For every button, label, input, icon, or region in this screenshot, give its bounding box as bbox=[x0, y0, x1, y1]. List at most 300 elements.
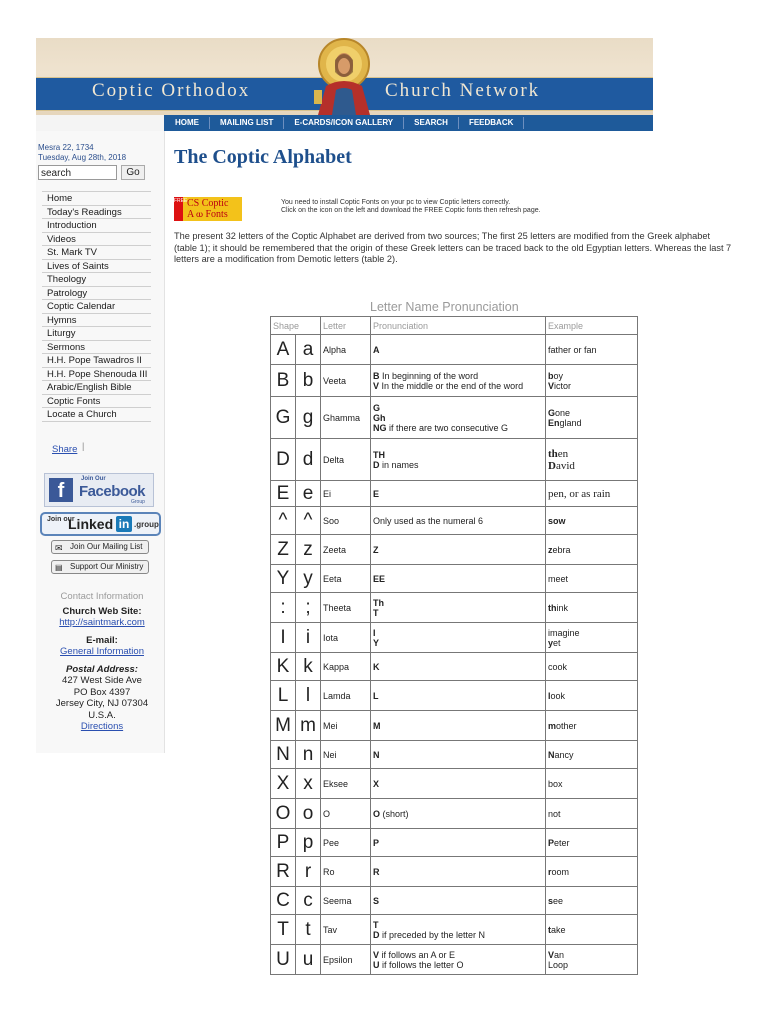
letter-lowercase: p bbox=[296, 829, 321, 857]
header-pronunciation: Pronunciation bbox=[371, 317, 546, 335]
table-row bbox=[271, 481, 638, 507]
menu-item-coptic-fonts[interactable]: Coptic Fonts bbox=[42, 394, 151, 408]
example-line bbox=[548, 960, 635, 970]
letter-pronunciation bbox=[371, 593, 546, 623]
letter-lowercase: m bbox=[296, 711, 321, 741]
web-site-label: Church Web Site: bbox=[62, 605, 142, 617]
letter-lowercase: l bbox=[296, 681, 321, 711]
web-site-link[interactable]: http://saintmark.com bbox=[59, 617, 145, 628]
pronunciation-key: K bbox=[373, 661, 380, 672]
letter-example bbox=[546, 915, 638, 945]
example-line bbox=[548, 662, 635, 672]
pronunciation-text: In the middle or the end of the word bbox=[379, 380, 524, 391]
letter-pronunciation bbox=[371, 769, 546, 799]
letter-uppercase: P bbox=[271, 829, 296, 857]
letter-example bbox=[546, 365, 638, 397]
pronunciation-key: L bbox=[373, 690, 379, 701]
letter-lowercase: u bbox=[296, 945, 321, 975]
example-line bbox=[548, 628, 635, 638]
letter-example bbox=[546, 741, 638, 769]
pronunciation-key: N bbox=[373, 749, 380, 760]
table-row bbox=[271, 857, 638, 887]
example-text: ook bbox=[550, 690, 566, 701]
example-text: one bbox=[555, 407, 571, 418]
pronunciation-text: if follows an A or E bbox=[379, 949, 456, 960]
letter-uppercase: I bbox=[271, 623, 296, 653]
pronunciation-line bbox=[373, 950, 543, 960]
pronunciation-line bbox=[373, 960, 543, 970]
pronunciation-text: Only used as the numeral 6 bbox=[373, 515, 484, 526]
example-key: l bbox=[548, 690, 551, 701]
menu-item-pope-shenouda[interactable]: H.H. Pope Shenouda III bbox=[42, 367, 151, 381]
table-caption: Letter Name Pronunciation bbox=[370, 300, 519, 314]
menu-item-theology[interactable]: Theology bbox=[42, 272, 151, 286]
letter-pronunciation bbox=[371, 481, 546, 507]
example-line bbox=[548, 418, 635, 428]
example-key: z bbox=[548, 544, 553, 555]
address-line-1: 427 West Side Ave bbox=[62, 675, 142, 686]
letter-pronunciation bbox=[371, 397, 546, 439]
letter-pronunciation bbox=[371, 681, 546, 711]
letter-name: Iota bbox=[321, 623, 371, 653]
menu-item-hymns[interactable]: Hymns bbox=[42, 313, 151, 327]
example-text: ebra bbox=[552, 544, 571, 555]
letter-name: Kappa bbox=[321, 653, 371, 681]
example-line bbox=[548, 371, 635, 381]
example-line bbox=[548, 488, 635, 500]
address-line-4: U.S.A. bbox=[88, 709, 116, 721]
pronunciation-line bbox=[373, 867, 543, 877]
letter-example bbox=[546, 507, 638, 535]
letter-pronunciation bbox=[371, 365, 546, 397]
table-row bbox=[271, 681, 638, 711]
pronunciation-line bbox=[373, 638, 543, 648]
email-label: E-mail: bbox=[86, 634, 118, 646]
note-line-1: You need to install Coptic Fonts on your pc to view Coptic letters correctly. bbox=[281, 199, 511, 206]
letter-uppercase: : bbox=[271, 593, 296, 623]
letter-uppercase: M bbox=[271, 711, 296, 741]
letter-example bbox=[546, 799, 638, 829]
header-shape: Shape bbox=[271, 317, 321, 335]
letter-pronunciation bbox=[371, 887, 546, 915]
letter-example bbox=[546, 681, 638, 711]
note-line-2: Click on the icon on the left and download the FREE Coptic fonts then refresh page. bbox=[281, 207, 541, 214]
menu-item-pope-tawadros[interactable]: H.H. Pope Tawadros II bbox=[42, 353, 151, 367]
search-input[interactable]: search bbox=[38, 165, 117, 180]
linkedin-in-icon: in bbox=[116, 516, 132, 532]
table-row bbox=[271, 439, 638, 481]
table-row bbox=[271, 799, 638, 829]
example-line bbox=[548, 750, 635, 760]
pronunciation-key: EE bbox=[373, 573, 386, 584]
table-header-row bbox=[271, 317, 638, 335]
letter-example bbox=[546, 887, 638, 915]
menu-item-liturgy[interactable]: Liturgy bbox=[42, 326, 151, 340]
pronunciation-key: A bbox=[373, 344, 380, 355]
pronunciation-line bbox=[373, 403, 543, 413]
letter-name: Seema bbox=[321, 887, 371, 915]
page-title: The Coptic Alphabet bbox=[174, 146, 352, 168]
letter-name: Zeeta bbox=[321, 535, 371, 565]
example-text: ancy bbox=[554, 749, 574, 760]
example-line bbox=[548, 896, 635, 906]
pronunciation-line bbox=[373, 450, 543, 460]
example-text: en bbox=[557, 447, 569, 460]
menu-item-patrology[interactable]: Patrology bbox=[42, 286, 151, 300]
example-line bbox=[548, 460, 635, 472]
pronunciation-line bbox=[373, 371, 543, 381]
example-line bbox=[548, 838, 635, 848]
letter-lowercase: y bbox=[296, 565, 321, 593]
nav-search[interactable]: SEARCH bbox=[404, 117, 459, 129]
letter-lowercase: z bbox=[296, 535, 321, 565]
letter-name: Theeta bbox=[321, 593, 371, 623]
letter-name: Ro bbox=[321, 857, 371, 887]
example-text: not bbox=[548, 808, 561, 819]
pronunciation-line bbox=[373, 413, 543, 423]
alphabet-table-body bbox=[271, 335, 638, 975]
mailing-list-button[interactable] bbox=[51, 540, 149, 554]
letter-uppercase: O bbox=[271, 799, 296, 829]
alphabet-table bbox=[270, 316, 638, 975]
pronunciation-key: Th bbox=[373, 597, 384, 608]
letter-name: Tav bbox=[321, 915, 371, 945]
example-line bbox=[548, 574, 635, 584]
letter-pronunciation bbox=[371, 507, 546, 535]
pronunciation-line bbox=[373, 779, 543, 789]
menu-item-coptic-calendar[interactable]: Coptic Calendar bbox=[42, 299, 151, 313]
address-line-3: Jersey City, NJ 07304 bbox=[55, 698, 149, 709]
example-line bbox=[548, 603, 635, 613]
letter-example bbox=[546, 857, 638, 887]
example-key: r bbox=[548, 866, 552, 877]
directions-link[interactable]: Directions bbox=[80, 721, 124, 732]
example-key: V bbox=[548, 380, 555, 391]
letter-pronunciation bbox=[371, 945, 546, 975]
pronunciation-line bbox=[373, 516, 543, 526]
pronunciation-key: I bbox=[373, 627, 376, 638]
example-text: gland bbox=[559, 417, 582, 428]
table-row bbox=[271, 593, 638, 623]
letter-pronunciation bbox=[371, 439, 546, 481]
letter-uppercase: R bbox=[271, 857, 296, 887]
table-row bbox=[271, 887, 638, 915]
example-line bbox=[548, 721, 635, 731]
letter-lowercase: x bbox=[296, 769, 321, 799]
pronunciation-text: if follows the letter O bbox=[379, 959, 464, 970]
letter-lowercase: g bbox=[296, 397, 321, 439]
banner-title-right: Church Network bbox=[385, 80, 541, 101]
letter-uppercase: X bbox=[271, 769, 296, 799]
table-row bbox=[271, 945, 638, 975]
example-text: an bbox=[554, 949, 565, 960]
document-icon: ▤ bbox=[55, 563, 63, 572]
letter-example bbox=[546, 565, 638, 593]
example-text: eter bbox=[554, 837, 570, 848]
letter-example bbox=[546, 623, 638, 653]
pronunciation-line bbox=[373, 574, 543, 584]
letter-name: O bbox=[321, 799, 371, 829]
pronunciation-line bbox=[373, 489, 543, 499]
letter-lowercase: k bbox=[296, 653, 321, 681]
pronunciation-key: D bbox=[373, 459, 380, 470]
letter-lowercase: e bbox=[296, 481, 321, 507]
top-nav bbox=[164, 115, 653, 131]
letter-lowercase: b bbox=[296, 365, 321, 397]
letter-uppercase: C bbox=[271, 887, 296, 915]
sidebar-menu bbox=[42, 191, 151, 422]
example-key: N bbox=[548, 749, 555, 760]
example-key: sow bbox=[548, 515, 566, 526]
share-link[interactable]: Share bbox=[52, 444, 78, 455]
example-line bbox=[548, 950, 635, 960]
letter-name: Epsilon bbox=[321, 945, 371, 975]
example-line bbox=[548, 381, 635, 391]
example-key: y bbox=[548, 637, 554, 648]
letter-lowercase: ^ bbox=[296, 507, 321, 535]
letter-name: Ghamma bbox=[321, 397, 371, 439]
example-key: V bbox=[548, 949, 555, 960]
letter-name: Mei bbox=[321, 711, 371, 741]
letter-lowercase: c bbox=[296, 887, 321, 915]
pronunciation-key: V bbox=[373, 949, 380, 960]
table-row bbox=[271, 711, 638, 741]
table-row bbox=[271, 653, 638, 681]
example-line bbox=[548, 638, 635, 648]
example-text: other bbox=[556, 720, 577, 731]
linkedin-group-button[interactable] bbox=[40, 512, 161, 536]
example-line bbox=[548, 516, 635, 526]
pronunciation-line bbox=[373, 608, 543, 618]
pronunciation-key: T bbox=[373, 919, 379, 930]
example-text: et bbox=[553, 637, 561, 648]
table-row bbox=[271, 829, 638, 857]
letter-example bbox=[546, 335, 638, 365]
example-key: s bbox=[548, 895, 554, 906]
pronunciation-key: V bbox=[373, 380, 380, 391]
letter-uppercase: L bbox=[271, 681, 296, 711]
letter-example bbox=[546, 653, 638, 681]
letter-uppercase: T bbox=[271, 915, 296, 945]
letter-lowercase: d bbox=[296, 439, 321, 481]
letter-example bbox=[546, 481, 638, 507]
pronunciation-key: Z bbox=[373, 544, 379, 555]
example-line bbox=[548, 691, 635, 701]
example-text: cook bbox=[548, 661, 568, 672]
pronunciation-line bbox=[373, 896, 543, 906]
date-block bbox=[38, 143, 126, 163]
letter-name: Alpha bbox=[321, 335, 371, 365]
menu-item-arabic-english-bible[interactable]: Arabic/English Bible bbox=[42, 380, 151, 394]
letter-name: Eksee bbox=[321, 769, 371, 799]
letter-uppercase: Y bbox=[271, 565, 296, 593]
letter-example bbox=[546, 829, 638, 857]
pronunciation-key: X bbox=[373, 778, 380, 789]
letter-lowercase: ; bbox=[296, 593, 321, 623]
pronunciation-text: in names bbox=[379, 459, 419, 470]
letter-pronunciation bbox=[371, 653, 546, 681]
pronunciation-key: D bbox=[373, 929, 380, 940]
pronunciation-line bbox=[373, 460, 543, 470]
example-key: b bbox=[548, 370, 554, 381]
letter-pronunciation bbox=[371, 535, 546, 565]
pronunciation-text: if preceded by the letter N bbox=[379, 929, 486, 940]
letter-lowercase: a bbox=[296, 335, 321, 365]
example-text: ee bbox=[553, 895, 564, 906]
pronunciation-key: Y bbox=[373, 637, 380, 648]
email-link[interactable]: General Information bbox=[60, 646, 144, 657]
example-text: imagine bbox=[548, 627, 580, 638]
menu-item-home[interactable]: Home bbox=[42, 191, 151, 205]
pronunciation-key: R bbox=[373, 866, 380, 877]
menu-item-lives-of-saints[interactable]: Lives of Saints bbox=[42, 259, 151, 273]
postal-label: Postal Address: bbox=[66, 663, 138, 675]
example-text: avid bbox=[555, 459, 575, 472]
menu-item-locate-church[interactable]: Locate a Church bbox=[42, 407, 151, 422]
pronunciation-line bbox=[373, 838, 543, 848]
nav-feedback[interactable]: FEEDBACK bbox=[459, 117, 524, 129]
nav-home[interactable]: HOME bbox=[164, 117, 210, 129]
letter-uppercase: U bbox=[271, 945, 296, 975]
share-separator: | bbox=[82, 441, 85, 451]
letter-example bbox=[546, 535, 638, 565]
pronunciation-key: M bbox=[373, 720, 381, 731]
letter-example bbox=[546, 593, 638, 623]
pronunciation-line bbox=[373, 809, 543, 819]
coptic-fonts-download-icon[interactable] bbox=[174, 197, 242, 221]
letter-name: Soo bbox=[321, 507, 371, 535]
letter-name: Eeta bbox=[321, 565, 371, 593]
example-text: father or fan bbox=[548, 344, 597, 355]
pronunciation-line bbox=[373, 381, 543, 391]
pronunciation-key: B bbox=[373, 370, 380, 381]
letter-example bbox=[546, 769, 638, 799]
support-ministry-button[interactable] bbox=[51, 560, 149, 574]
letter-uppercase: Z bbox=[271, 535, 296, 565]
table-row bbox=[271, 769, 638, 799]
letter-pronunciation bbox=[371, 915, 546, 945]
facebook-icon: f bbox=[49, 478, 73, 502]
menu-item-sermons[interactable]: Sermons bbox=[42, 340, 151, 354]
letter-example bbox=[546, 439, 638, 481]
site-banner bbox=[36, 38, 653, 115]
table-row bbox=[271, 365, 638, 397]
pronunciation-line bbox=[373, 750, 543, 760]
pronunciation-key: Gh bbox=[373, 412, 386, 423]
example-key: m bbox=[548, 720, 557, 731]
example-text: meet bbox=[548, 573, 569, 584]
facebook-group-text: Group bbox=[131, 499, 145, 505]
menu-item-todays-readings[interactable]: Today's Readings bbox=[42, 205, 151, 219]
table-row bbox=[271, 507, 638, 535]
example-line bbox=[548, 545, 635, 555]
pronunciation-line bbox=[373, 721, 543, 731]
pronunciation-line bbox=[373, 920, 543, 930]
letter-lowercase: i bbox=[296, 623, 321, 653]
pronunciation-text: (short) bbox=[380, 808, 409, 819]
pronunciation-key: NG bbox=[373, 422, 387, 433]
mailing-list-label: Join Our Mailing List bbox=[70, 542, 143, 551]
letter-pronunciation bbox=[371, 829, 546, 857]
nav-left-spacer bbox=[36, 115, 164, 131]
example-text: oom bbox=[551, 866, 570, 877]
pronunciation-line bbox=[373, 628, 543, 638]
pronunciation-key: G bbox=[373, 402, 381, 413]
envelope-icon: ✉ bbox=[55, 543, 63, 553]
example-text: ink bbox=[556, 602, 569, 613]
linkedin-name: Linked bbox=[68, 516, 114, 532]
menu-item-videos[interactable]: Videos bbox=[42, 232, 151, 246]
example-key: En bbox=[548, 417, 560, 428]
pronunciation-key: O bbox=[373, 808, 381, 819]
letter-uppercase: K bbox=[271, 653, 296, 681]
letter-pronunciation bbox=[371, 857, 546, 887]
intro-paragraph: The present 32 letters of the Coptic Alphabet are derived from two sources; The first 25 letters are modified from the Greek alphabet (table 1); it should be remembered that the origin of these Greek letters can be traced back to the old Egyptian letters. Whereas the last 7 letters are a modification from Demotic letters (table 2). bbox=[174, 231, 732, 264]
example-line bbox=[548, 779, 635, 789]
nav-mailing-list[interactable]: MAILING LIST bbox=[210, 117, 284, 129]
letter-example bbox=[546, 945, 638, 975]
letter-pronunciation bbox=[371, 799, 546, 829]
menu-item-st-mark-tv[interactable]: St. Mark TV bbox=[42, 245, 151, 259]
example-key: D bbox=[548, 459, 556, 472]
letter-name: Delta bbox=[321, 439, 371, 481]
pronunciation-line bbox=[373, 598, 543, 608]
letter-uppercase: N bbox=[271, 741, 296, 769]
letter-pronunciation bbox=[371, 623, 546, 653]
example-text: ictor bbox=[554, 380, 572, 391]
menu-item-introduction[interactable]: Introduction bbox=[42, 218, 151, 232]
nav-ecards-gallery[interactable]: E-CARDS/ICON GALLERY bbox=[284, 117, 404, 129]
letter-name: Veeta bbox=[321, 365, 371, 397]
letter-uppercase: G bbox=[271, 397, 296, 439]
header-letter: Letter bbox=[321, 317, 371, 335]
table-row bbox=[271, 623, 638, 653]
address-line-2: PO Box 4397 bbox=[73, 686, 131, 698]
example-line bbox=[548, 408, 635, 418]
example-line bbox=[548, 925, 635, 935]
pronunciation-key: U bbox=[373, 959, 380, 970]
example-key: th bbox=[548, 447, 558, 460]
linkedin-group-text: .group bbox=[134, 520, 159, 529]
letter-lowercase: r bbox=[296, 857, 321, 887]
table-row bbox=[271, 535, 638, 565]
pronunciation-text: In beginning of the word bbox=[379, 370, 479, 381]
example-key: G bbox=[548, 407, 556, 418]
pronunciation-key: E bbox=[373, 488, 380, 499]
linkedin-join-text: Join our bbox=[47, 516, 75, 523]
go-button[interactable]: Go bbox=[121, 165, 145, 180]
example-line bbox=[548, 345, 635, 355]
contact-information bbox=[36, 591, 168, 733]
letter-uppercase: D bbox=[271, 439, 296, 481]
coptic-date: Mesra 22, 1734 bbox=[38, 143, 94, 152]
pronunciation-key: TH bbox=[373, 449, 385, 460]
example-key: t bbox=[548, 924, 551, 935]
letter-pronunciation bbox=[371, 335, 546, 365]
font-install-note bbox=[281, 199, 541, 215]
facebook-name: Facebook bbox=[79, 483, 146, 500]
example-key: P bbox=[548, 837, 555, 848]
example-line bbox=[548, 448, 635, 460]
table-row bbox=[271, 335, 638, 365]
facebook-group-button[interactable] bbox=[44, 473, 154, 507]
header-example: Example bbox=[546, 317, 638, 335]
pronunciation-line bbox=[373, 691, 543, 701]
facebook-join-text: Join Our bbox=[81, 476, 106, 482]
letter-uppercase: B bbox=[271, 365, 296, 397]
pronunciation-key: P bbox=[373, 837, 380, 848]
example-text: box bbox=[548, 778, 563, 789]
